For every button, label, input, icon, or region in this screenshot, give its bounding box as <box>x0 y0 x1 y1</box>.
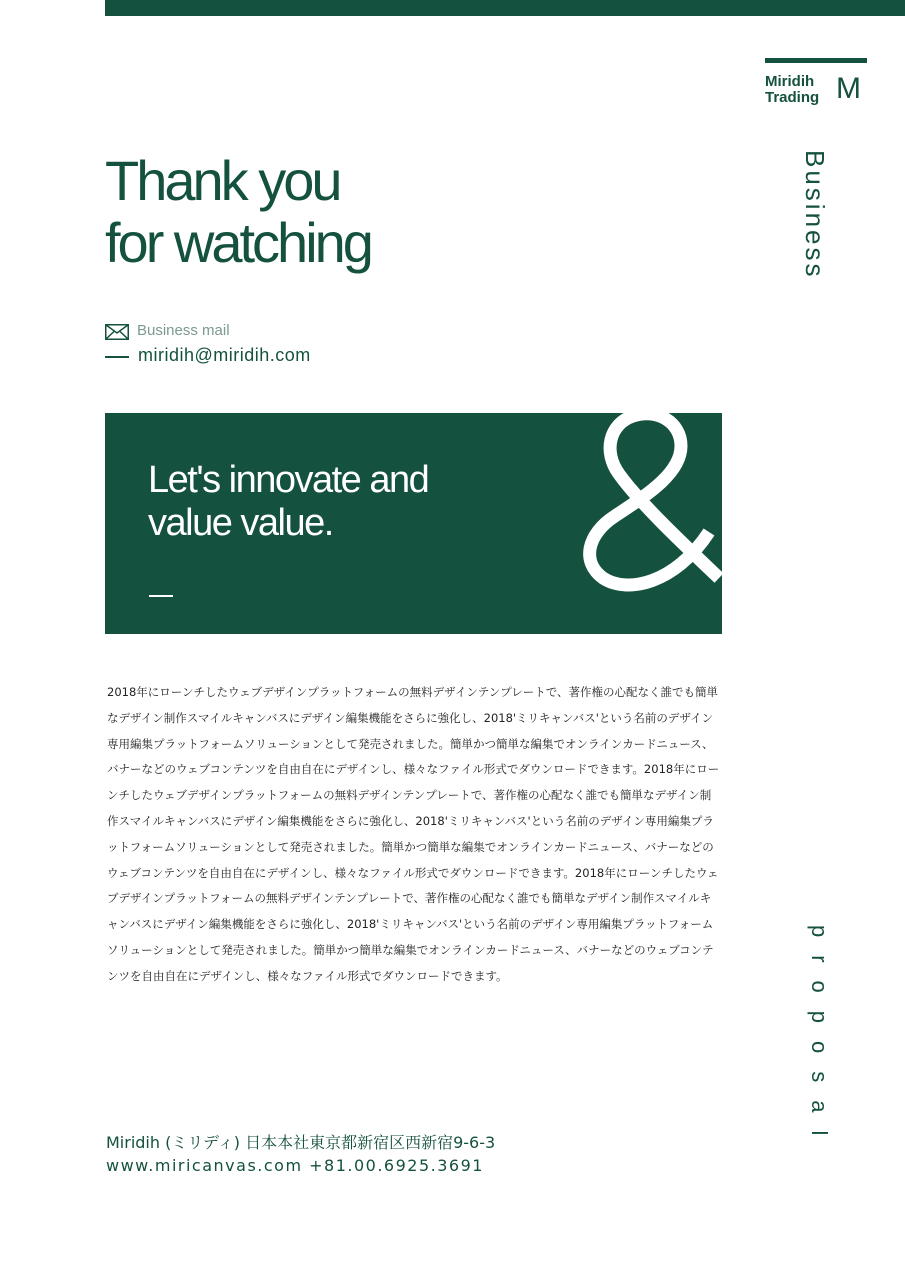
mail-label: Business mail <box>137 322 230 339</box>
mail-dash-divider <box>105 356 129 358</box>
banner-slogan <box>148 459 568 545</box>
footer-address: Miridih (ミリディ) 日本本社東京都新宿区西新宿9-6-3 <box>106 1133 496 1152</box>
title-line2: for watching <box>105 211 371 274</box>
banner-dash-divider <box>149 595 173 597</box>
ampersand-icon <box>567 413 722 600</box>
page-title <box>105 150 525 274</box>
brand-logo-mark: M <box>836 72 861 105</box>
side-label-proposal: proposal <box>807 925 832 1154</box>
banner-line1: Let's innovate and <box>148 459 429 501</box>
slogan-banner <box>105 413 722 634</box>
body-paragraph: 2018年にローンチしたウェブデザインプラットフォームの無料デザインテンプレートで、著作権の心配なく誰でも簡単なデザイン制作スマイルキャンバスにデザイン編集機能をさらに強化し、2018'ミリキャンバス'という名前のデザイン専用編集プラットフォームソリューションとして発売されました。簡単かつ簡単な編集でオンラインカードニュース、バナーなどのウェブコンテンツを自由自在にデザインし、様々なファイル形式でダウンロードできます。2018年にローンチしたウェブデザインプラットフォームの無料デザインテンプレートで、著作権の心配なく誰でも簡単なデザイン制作スマイルキャンバスにデザイン編集機能をさらに強化し、2018'ミリキャンバス'という名前のデザイン専用編集プラットフォームソリューションとして発売されました。簡単かつ簡単な編集でオンラインカードニュース、バナーなどのウェブコンテンツを自由自在にデザインし、様々なファイル形式でダウンロードできます。2018年にローンチしたウェブデザインプラットフォームの無料デザインテンプレートで、著作権の心配なく誰でも簡単なデザイン制作スマイルキャンバスにデザイン編集機能をさらに強化し、2018'ミリキャンバス'という名前のデザイン専用編集プラットフォームソリューションとして発売されました。簡単かつ簡単な編集でオンラインカードニュース、バナーなどのウェブコンテンツを自由自在にデザインし、様々なファイル形式でダウンロードできます。 <box>107 685 720 983</box>
title-line1: Thank you <box>105 149 340 212</box>
top-accent-bar <box>105 0 905 16</box>
brand-name <box>765 74 831 106</box>
footer-contact: www.miricanvas.com +81.00.6925.3691 <box>106 1156 484 1175</box>
brand-accent-bar <box>765 58 867 63</box>
side-label-business: Business <box>800 150 830 280</box>
mail-address[interactable]: miridih@miridih.com <box>138 345 311 365</box>
brand-name-line1: Miridih <box>765 73 815 90</box>
envelope-icon <box>105 324 129 340</box>
brand-name-line2: Trading <box>765 89 820 106</box>
banner-line2: value value. <box>148 502 333 544</box>
